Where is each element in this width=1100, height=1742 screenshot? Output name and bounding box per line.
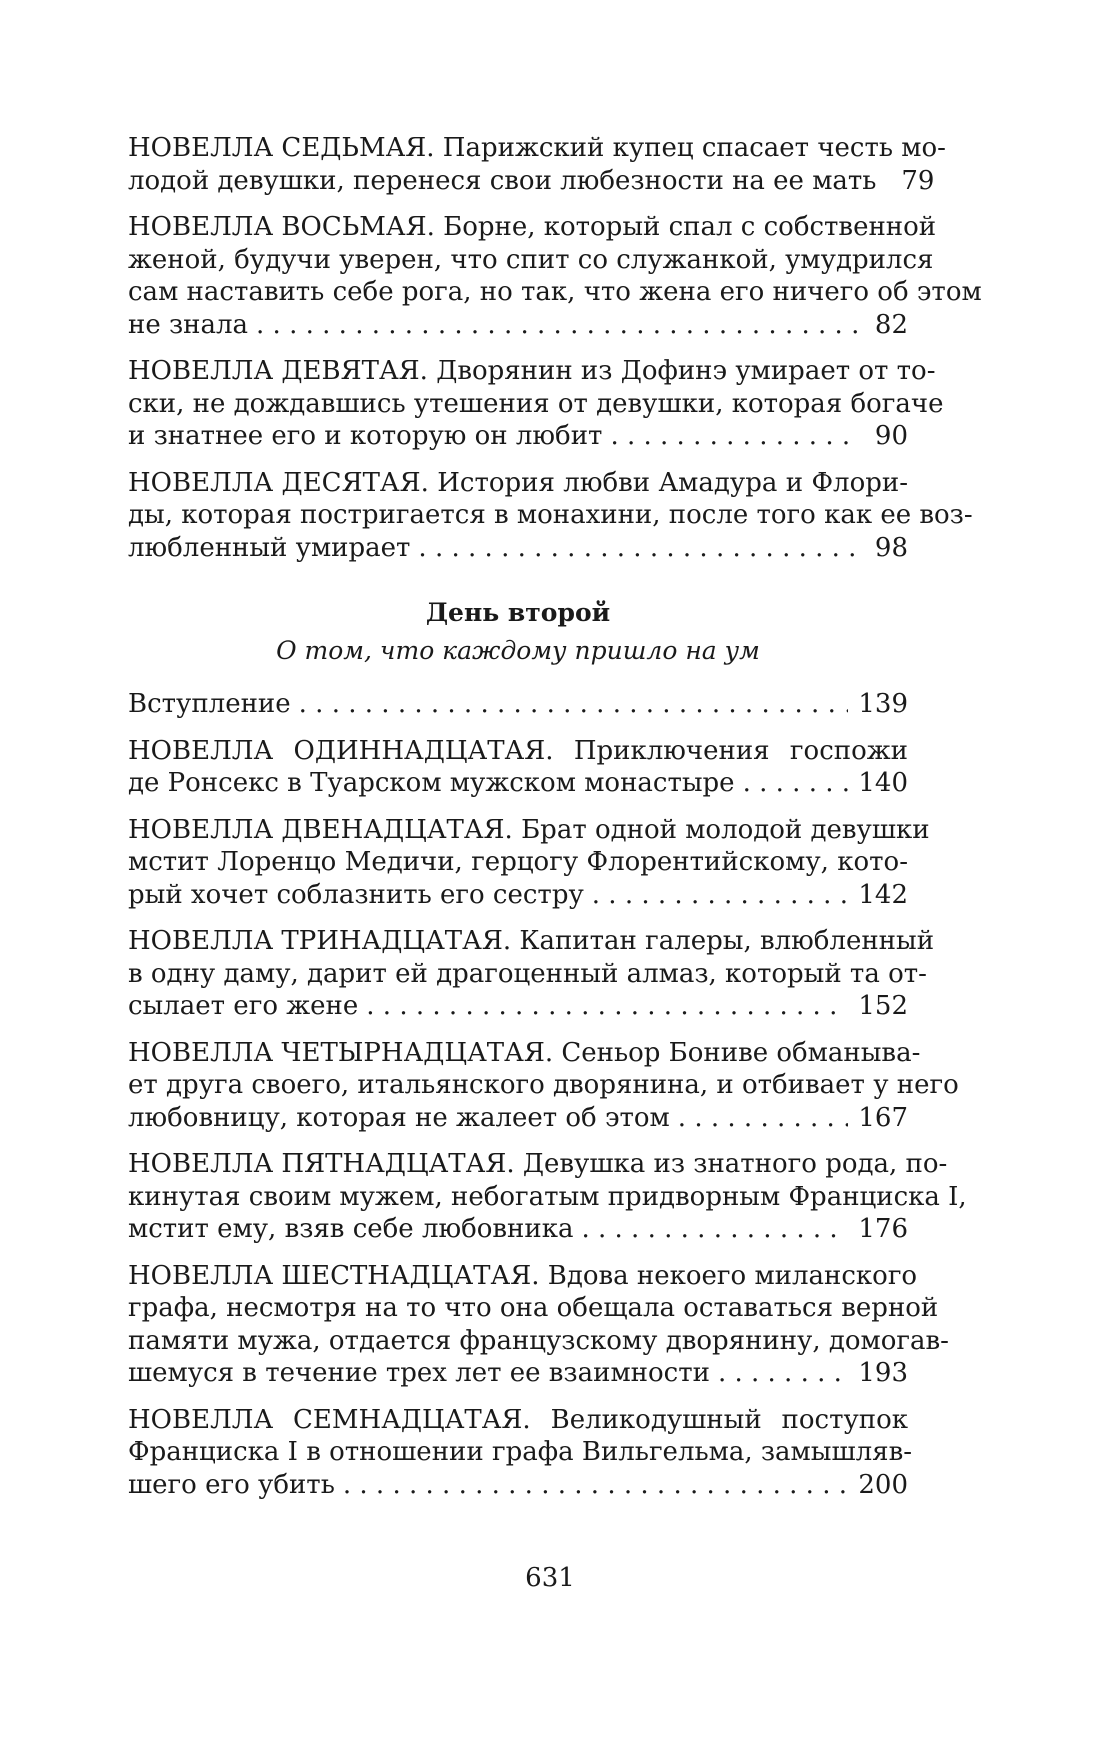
toc-entry bbox=[128, 132, 946, 197]
toc-page-ref: 90 bbox=[874, 421, 908, 451]
toc-page-ref: 98 bbox=[874, 532, 908, 563]
toc-list-day-two bbox=[128, 688, 967, 1501]
toc-entry-last-line bbox=[128, 420, 908, 453]
toc-entry-line: Вступление bbox=[128, 689, 291, 719]
dot-leader bbox=[256, 309, 858, 342]
dot-leader bbox=[718, 1357, 848, 1390]
toc-entry-line: ды, которая постригается в монахини, после того как ее воз- bbox=[128, 500, 973, 530]
toc-entry-line: женой, будучи уверен, что спит со служанкой, умудрился bbox=[128, 244, 934, 275]
toc-entry-line: Франциска I в отношении графа Вильгельма, замышляв- bbox=[128, 1437, 912, 1467]
toc-entry bbox=[128, 814, 930, 912]
toc-entry-line: НОВЕЛЛА ДЕСЯТАЯ. История любви Амадура и Флори- bbox=[128, 467, 908, 498]
toc-page-ref: 82 bbox=[874, 309, 908, 340]
toc-entry-line: НОВЕЛЛА СЕМНАДЦАТАЯ. Великодушный поступок bbox=[128, 1404, 908, 1435]
toc-entry-last-line bbox=[128, 309, 908, 342]
toc-entry-line: лодой девушки, перенеся свои любезности на ее мать bbox=[128, 165, 877, 196]
day-subtitle: О том, что каждому пришло на ум bbox=[276, 636, 760, 665]
toc-entry-line: НОВЕЛЛА ПЯТНАДЦАТАЯ. Девушка из знатного рода, по- bbox=[128, 1149, 948, 1179]
toc-entry bbox=[128, 1404, 912, 1502]
toc-entry-line: сам наставить себе рога, но так, что жена его ничего об этом bbox=[128, 277, 982, 307]
dot-leader bbox=[418, 532, 858, 565]
toc-entry-line: НОВЕЛЛА ДВЕНАДЦАТАЯ. Брат одной молодой девушки bbox=[128, 814, 930, 845]
dot-leader bbox=[343, 1469, 849, 1502]
toc-page-ref: 176 bbox=[858, 1214, 908, 1244]
toc-entry-line: ски, не дождавшись утешения от девушки, которая богаче bbox=[128, 388, 944, 419]
toc-entry-last-line bbox=[128, 990, 908, 1023]
toc-entry bbox=[128, 735, 908, 800]
toc-page-ref: 193 bbox=[858, 1358, 908, 1388]
toc-page-ref: 139 bbox=[858, 689, 908, 719]
toc-entry-line: НОВЕЛЛА СЕДЬМАЯ. Парижский купец спасает честь мо- bbox=[128, 133, 946, 163]
toc-entry-line: НОВЕЛЛА ДЕВЯТАЯ. Дворянин из Дофинэ умирает от то- bbox=[128, 356, 936, 386]
day-heading: День второй bbox=[425, 598, 611, 627]
dot-leader bbox=[678, 1102, 849, 1135]
toc-entry-last-line bbox=[128, 1469, 908, 1502]
toc-entry bbox=[128, 355, 944, 453]
toc-entry-last-line bbox=[128, 767, 908, 800]
toc-entry bbox=[128, 467, 973, 565]
toc-entry-last-line bbox=[128, 1102, 908, 1135]
toc-page-ref: 167 bbox=[858, 1102, 908, 1133]
dot-leader bbox=[592, 879, 849, 912]
toc-entry-last-line bbox=[128, 532, 908, 565]
toc-entry-line: любовницу, которая не жалеет об этом bbox=[128, 1102, 670, 1133]
toc-entry-last-line bbox=[128, 879, 908, 912]
toc-page-ref: 200 bbox=[858, 1469, 908, 1500]
toc-entry bbox=[128, 1037, 959, 1135]
toc-entry bbox=[128, 925, 935, 1023]
toc-entry-line: в одну даму, дарит ей драгоценный алмаз, который та от- bbox=[128, 958, 927, 989]
toc-entry-last-line bbox=[128, 688, 908, 721]
toc-entry-line: шемуся в течение трех лет ее взаимности bbox=[128, 1358, 710, 1388]
toc-entry-line: НОВЕЛЛА ВОСЬМАЯ. Борне, который спал с собственной bbox=[128, 212, 937, 242]
table-of-contents bbox=[128, 132, 982, 1515]
toc-entry-line: де Ронсекс в Туарском мужском монастыре bbox=[128, 768, 735, 798]
toc-entry-line: мстит Лоренцо Медичи, герцогу Флорентийскому, кото- bbox=[128, 847, 908, 877]
toc-page-ref: 142 bbox=[858, 879, 908, 910]
toc-page-ref: 79 bbox=[901, 165, 935, 196]
dot-leader bbox=[299, 688, 849, 721]
toc-entry-line: рый хочет соблазнить его сестру bbox=[128, 879, 584, 910]
toc-entry-line: сылает его жене bbox=[128, 991, 359, 1021]
toc-entry-line: ет друга своего, итальянского дворянина, и отбивает у него bbox=[128, 1070, 959, 1100]
toc-entry bbox=[128, 688, 908, 721]
toc-entry-last-line bbox=[128, 1213, 908, 1246]
toc-page-ref: 152 bbox=[858, 991, 908, 1021]
toc-entry-line: графа, несмотря на то что она обещала оставаться верной bbox=[128, 1293, 939, 1323]
toc-entry bbox=[128, 1260, 949, 1390]
toc-entry-line: любленный умирает bbox=[128, 532, 411, 563]
dot-leader bbox=[581, 1213, 848, 1246]
toc-entry-line: НОВЕЛЛА ЧЕТЫРНАДЦАТАЯ. Сеньор Бониве обманыва- bbox=[128, 1037, 921, 1068]
toc-entry-line: не знала bbox=[128, 309, 249, 340]
toc-page-ref: 140 bbox=[858, 768, 908, 798]
page-number: 631 bbox=[525, 1563, 575, 1593]
toc-entry-line: кинутая своим мужем, небогатым придворным Франциска I, bbox=[128, 1181, 967, 1212]
toc-entry bbox=[128, 211, 982, 341]
toc-entry-line: памяти мужа, отдается французскому дворянину, домогав- bbox=[128, 1325, 949, 1356]
toc-entry-line: НОВЕЛЛА ОДИННАДЦАТАЯ. Приключения госпожи bbox=[128, 735, 908, 766]
toc-entry-last-line bbox=[128, 1357, 908, 1390]
toc-entry-line: мстит ему, взяв себе любовника bbox=[128, 1214, 574, 1244]
toc-entry bbox=[128, 1148, 967, 1246]
toc-entry-line: шего его убить bbox=[128, 1469, 335, 1500]
dot-leader bbox=[610, 420, 858, 453]
toc-list-day-one bbox=[128, 132, 982, 564]
toc-entry-last-line bbox=[128, 165, 935, 198]
dot-leader bbox=[743, 767, 849, 800]
toc-entry-line: и знатнее его и которую он любит bbox=[128, 421, 603, 451]
dot-leader bbox=[366, 990, 848, 1023]
toc-entry-line: НОВЕЛЛА ШЕСТНАДЦАТАЯ. Вдова некоего миланского bbox=[128, 1260, 918, 1291]
toc-entry-line: НОВЕЛЛА ТРИНАДЦАТАЯ. Капитан галеры, влюбленный bbox=[128, 926, 935, 956]
